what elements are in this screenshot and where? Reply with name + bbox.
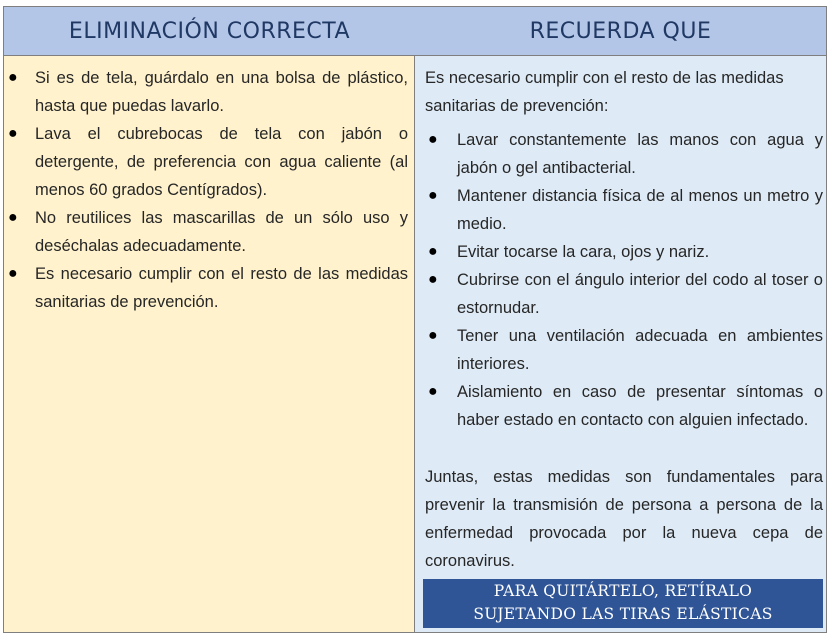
- bullet-icon: ●: [428, 383, 438, 400]
- banner-line-2: SUJETANDO LAS TIRAS ELÁSTICAS: [473, 605, 773, 623]
- bullet-icon: ●: [428, 187, 438, 204]
- header-eliminacion-correcta: ELIMINACIÓN CORRECTA: [4, 7, 415, 56]
- list-item: ● Si es de tela, guárdalo en una bolsa de plástico, hasta que puedas lavarlo.: [8, 64, 408, 120]
- bullet-icon: ●: [428, 327, 438, 344]
- right-closing-text: Juntas, estas medidas son fundamentales para prevenir la transmisión de persona a persona de la enfermedad provocada por la nueva cepa de coronavirus.: [425, 468, 823, 570]
- bullet-icon: ●: [8, 125, 18, 142]
- info-table: [3, 6, 827, 633]
- bullet-icon: ●: [8, 69, 18, 86]
- bullet-icon: ●: [8, 209, 18, 226]
- bullet-icon: ●: [428, 243, 438, 260]
- list-item: ● Evitar tocarse la cara, ojos y nariz.: [425, 238, 823, 266]
- left-bullet-list: [8, 64, 408, 316]
- bullet-icon: ●: [428, 271, 438, 288]
- header-recuerda-que: RECUERDA QUE: [415, 7, 826, 56]
- list-item: ● Mantener distancia física de al menos un metro y medio.: [425, 182, 823, 238]
- bullet-icon: ●: [428, 131, 438, 148]
- list-item: ● Cubrirse con el ángulo interior del codo al toser o estornudar.: [425, 266, 823, 322]
- list-item: ● Lavar constantemente las manos con agua y jabón o gel antibacterial.: [425, 126, 823, 182]
- right-bullet-list: [425, 126, 823, 434]
- right-intro-text: Es necesario cumplir con el resto de las medidas sanitarias de prevención:: [425, 69, 784, 115]
- banner-line-1: PARA QUITÁRTELO, RETÍRALO: [493, 582, 753, 600]
- list-item: ● Tener una ventilación adecuada en ambientes interiores.: [425, 322, 823, 378]
- bullet-icon: ●: [8, 265, 18, 282]
- list-item: ● No reutilices las mascarillas de un sólo uso y deséchalas adecuadamente.: [8, 204, 408, 260]
- list-item: ● Aislamiento en caso de presentar síntomas o haber estado en contacto con alguien infectado.: [425, 378, 823, 434]
- right-column: [415, 56, 826, 632]
- list-item: ● Es necesario cumplir con el resto de las medidas sanitarias de prevención.: [8, 260, 408, 316]
- removal-instruction-banner: [423, 579, 823, 628]
- list-item: ● Lava el cubrebocas de tela con jabón o detergente, de preferencia con agua caliente (al menos 60 grados Centígrados).: [8, 120, 408, 204]
- left-column: [4, 56, 415, 632]
